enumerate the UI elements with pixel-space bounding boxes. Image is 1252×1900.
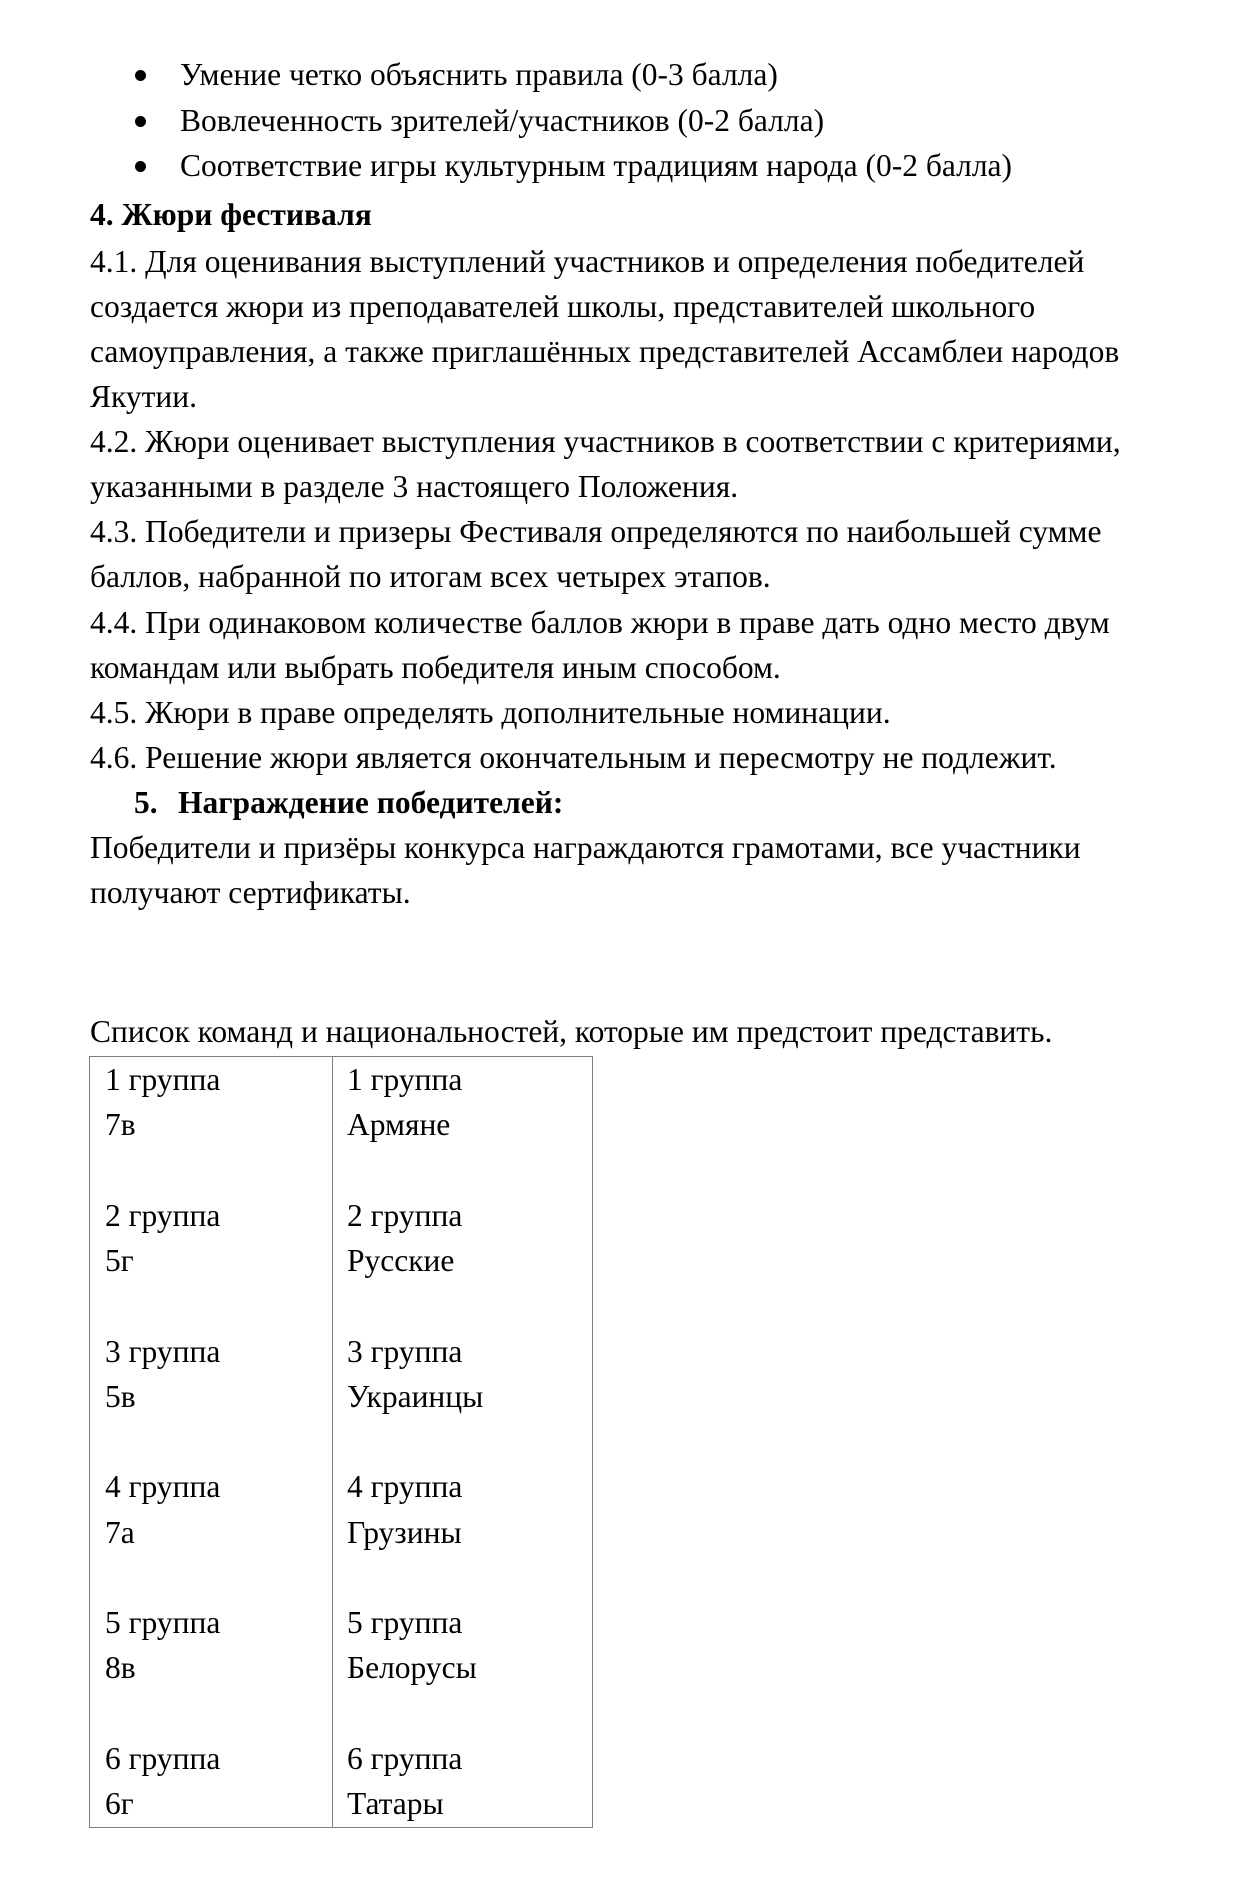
criteria-text: Соответствие игры культурным традициям народа (0-2 балла) xyxy=(180,148,1013,184)
section-5-heading xyxy=(90,780,1121,825)
paragraph-line: создается жюри из преподавателей школы, представителей школьного xyxy=(90,289,1036,325)
blank-line xyxy=(347,1148,592,1193)
blank-line xyxy=(105,1419,332,1464)
criteria-bullet-list xyxy=(0,52,1252,189)
nationality-value: Белорусы xyxy=(347,1650,477,1686)
class-value: 8в xyxy=(105,1650,136,1686)
group-label: 4 группа xyxy=(347,1469,463,1505)
criteria-text: Умение четко объяснить правила (0-3 балла) xyxy=(180,57,778,92)
group-label: 2 группа xyxy=(105,1197,221,1233)
criteria-item xyxy=(0,143,1252,189)
teams-intro: Список команд и национальностей, которые им предстоит представить. xyxy=(90,1014,1053,1049)
class-value: 7в xyxy=(105,1107,136,1143)
paragraph-line: самоуправления, а также приглашённых представителей Ассамблеи народов xyxy=(90,334,1120,370)
group-label: 5 группа xyxy=(347,1605,463,1640)
blank-line xyxy=(347,1283,592,1328)
criteria-text: Вовлеченность зрителей/участников (0-2 балла) xyxy=(180,102,825,138)
blank-line xyxy=(347,1691,592,1736)
paragraph-line: 4.2. Жюри оценивает выступления участников в соответствии с критериями, xyxy=(90,424,1121,460)
blank-line xyxy=(105,1555,332,1600)
nationality-value: Грузины xyxy=(347,1514,462,1550)
class-value: 5в xyxy=(105,1378,136,1414)
group-label: 3 группа xyxy=(105,1333,221,1369)
group-label: 2 группа xyxy=(347,1197,463,1233)
group-label: 5 группа xyxy=(105,1605,221,1640)
teams-nationality-column xyxy=(333,1057,592,1827)
group-label: 6 группа xyxy=(105,1740,221,1776)
blank-line xyxy=(347,1555,592,1600)
class-value: 5г xyxy=(105,1243,134,1278)
paragraph-line: получают сертификаты. xyxy=(90,874,411,910)
paragraph-line: 4.4. При одинаковом количестве баллов жюри в праве дать одно место двум xyxy=(90,604,1110,640)
section-5-number: 5. xyxy=(134,784,158,820)
jury-section-body xyxy=(90,239,1121,915)
nationality-value: Татары xyxy=(347,1786,444,1821)
bullet-icon xyxy=(135,161,146,172)
paragraph-line: 4.5. Жюри в праве определять дополнительные номинации. xyxy=(90,694,891,730)
group-label: 1 группа xyxy=(105,1062,221,1097)
blank-line xyxy=(105,1691,332,1736)
bullet-icon xyxy=(135,70,146,81)
criteria-item xyxy=(0,52,1252,98)
section-4-heading: 4. Жюри фестиваля xyxy=(90,197,372,232)
class-value: 7а xyxy=(105,1514,135,1550)
nationality-value: Украинцы xyxy=(347,1378,484,1414)
section-5-title: Награждение победителей: xyxy=(178,784,564,820)
blank-line xyxy=(105,1148,332,1193)
nationality-value: Русские xyxy=(347,1243,455,1278)
paragraph-line: 4.3. Победители и призеры Фестиваля определяются по наибольшей сумме xyxy=(90,514,1102,550)
paragraph-line: 4.1. Для оценивания выступлений участников и определения победителей xyxy=(90,244,1085,279)
paragraph-line: Якутии. xyxy=(90,379,197,415)
blank-line xyxy=(105,1283,332,1328)
paragraph-line: баллов, набранной по итогам всех четырех этапов. xyxy=(90,559,771,595)
paragraph-line: указанными в разделе 3 настоящего Положения. xyxy=(90,469,739,505)
paragraph-line: 4.6. Решение жюри является окончательным и пересмотру не подлежит. xyxy=(90,739,1057,775)
group-label: 6 группа xyxy=(347,1740,463,1776)
group-label: 4 группа xyxy=(105,1469,221,1505)
paragraph-line: командам или выбрать победителя иным способом. xyxy=(90,649,781,685)
group-label: 1 группа xyxy=(347,1062,463,1097)
teams-table xyxy=(89,1056,593,1828)
bullet-icon xyxy=(135,116,146,127)
class-value: 6г xyxy=(105,1786,134,1821)
teams-class-column xyxy=(90,1057,333,1827)
blank-line xyxy=(347,1419,592,1464)
paragraph-line: Победители и призёры конкурса награждаются грамотами, все участники xyxy=(90,829,1081,865)
nationality-value: Армяне xyxy=(347,1107,451,1143)
criteria-item xyxy=(0,98,1252,144)
group-label: 3 группа xyxy=(347,1333,463,1369)
